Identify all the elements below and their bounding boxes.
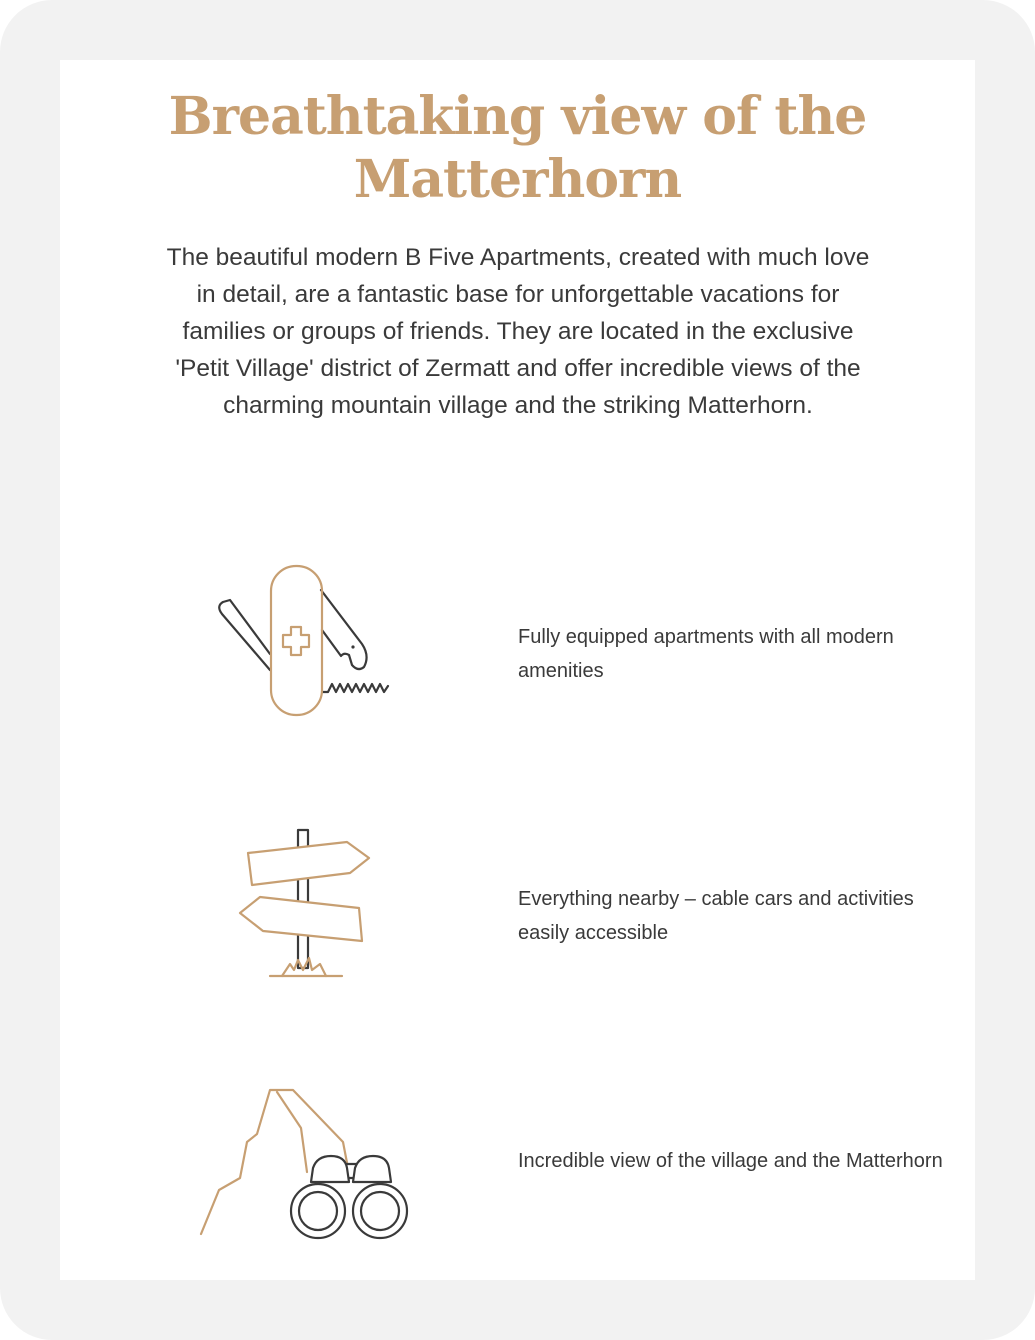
feature-text-amenities: Fully equipped apartments with all modern amenities [518,626,894,682]
intro-paragraph: The beautiful modern B Five Apartments, created with much love in detail, are a fantastic base for unforgettable vacations for families or groups of friends. They are located in the exclusive 'Petit Village' district of Zermatt and offer incredible views of the charming mountain village and the striking Matterhorn. [166,244,870,419]
feature-text-view: Incredible view of the village and the Matterhorn [518,1150,943,1172]
page-title: Breathtaking view of the Matterhorn [168,86,867,210]
feature-text-nearby: Everything nearby – cable cars and activities easily accessible [518,888,914,944]
mountain-binoculars-icon [195,1080,415,1250]
swiss-army-knife-icon [210,560,400,725]
signpost-icon [230,820,380,985]
